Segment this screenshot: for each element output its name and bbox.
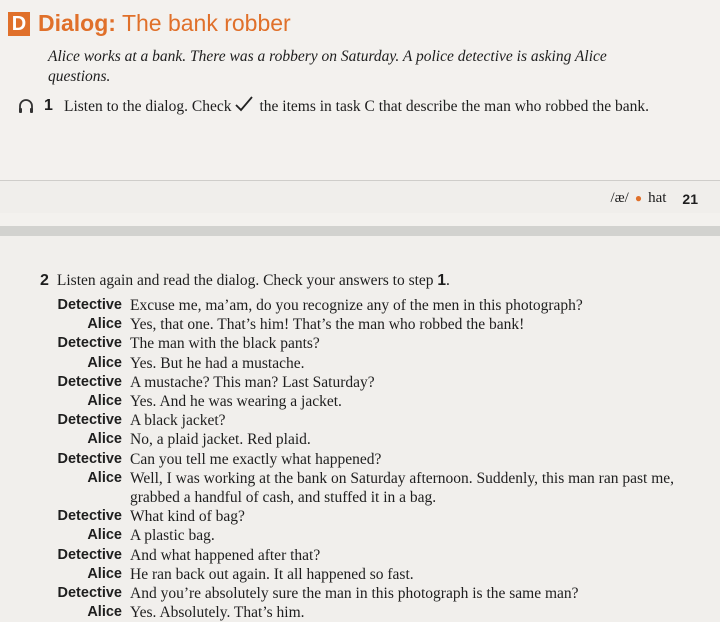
headphones-icon [18, 98, 34, 114]
speech-text: And what happened after that? [130, 546, 321, 564]
page-divider [0, 226, 720, 236]
step-2-text: Listen again and read the dialog. Check your answers to step [56, 272, 434, 289]
section-letter-badge: D [8, 12, 30, 36]
dialog-line [0, 450, 720, 469]
speaker-name: Alice [87, 431, 122, 448]
dialog-line [0, 411, 720, 430]
speech-text: Yes. And he was wearing a jacket. [130, 393, 342, 411]
speech-text: A plastic bag. [130, 527, 215, 545]
dialog-line [0, 526, 720, 545]
speaker-name: Alice [87, 565, 122, 582]
step-2 [40, 272, 450, 290]
speaker-name: Detective [57, 450, 122, 467]
speech-text: Yes, that one. That’s him! That’s the man who robbed the bank! [130, 316, 525, 334]
speaker-name: Detective [57, 412, 122, 429]
page-number: 21 [682, 190, 698, 207]
dialog-line [0, 315, 720, 334]
speech-text: Well, I was working at the bank on Saturday afternoon. Suddenly, this man ran past me, grabbed a handful of cash, and stuffed it in a bag. [130, 469, 674, 507]
phoneme-symbol: /æ/ [610, 190, 629, 206]
dialog-line [0, 584, 720, 603]
step-1-number: 1 [44, 97, 53, 114]
dialog-line [0, 296, 720, 315]
speech-text: A mustache? This man? Last Saturday? [130, 373, 375, 391]
speech-text: A black jacket? [130, 412, 226, 430]
speech-text: Yes. Absolutely. That’s him. [130, 604, 305, 622]
step-1-text-after: the items in task C that describe the man who robbed the bank. [259, 98, 650, 115]
speaker-name: Alice [87, 393, 122, 410]
speaker-name: Alice [87, 316, 122, 333]
section-title [38, 10, 291, 37]
step-2-number: 2 [40, 272, 49, 289]
speech-text: Can you tell me exactly what happened? [130, 450, 382, 468]
step-1-text-before: Listen to the dialog. Check [64, 98, 232, 115]
speech-text: Excuse me, ma’am, do you recognize any of the men in this photograph? [130, 297, 583, 314]
section-header [8, 10, 291, 37]
section-title-bold: Dialog: [38, 10, 116, 36]
speaker-name: Alice [87, 469, 122, 486]
speaker-name: Alice [87, 527, 122, 544]
step-2-end: . [446, 272, 450, 289]
dialog-line [0, 507, 720, 526]
speaker-name: Alice [87, 354, 122, 371]
dialog-line [0, 373, 720, 392]
speaker-name: Detective [57, 508, 122, 525]
step-2-ref: 1 [437, 272, 447, 289]
speaker-name: Alice [87, 604, 122, 621]
dialog-line [0, 565, 720, 584]
section-intro: Alice works at a bank. There was a robbery on Saturday. A police detective is asking Alice questions. [48, 48, 607, 85]
dialog-line [0, 546, 720, 565]
speech-text: Yes. But he had a mustache. [130, 354, 305, 372]
speaker-name: Detective [57, 585, 122, 602]
dialog-line [0, 334, 720, 353]
dialog-line [0, 430, 720, 449]
speech-text: What kind of bag? [130, 508, 245, 526]
speech-text: And you’re absolutely sure the man in this photograph is the same man? [130, 585, 579, 603]
dialog-line [0, 603, 720, 622]
section-title-rest: The bank robber [121, 10, 291, 36]
dialog [0, 296, 720, 622]
page-footer [611, 190, 699, 207]
speaker-name: Detective [57, 373, 122, 390]
check-mark-icon [235, 96, 253, 112]
speaker-name: Detective [57, 546, 122, 563]
dialog-line [0, 392, 720, 411]
dialog-line [0, 469, 720, 507]
speaker-name: Detective [57, 297, 122, 313]
speaker-name: Detective [57, 335, 122, 352]
speech-text: The man with the black pants? [130, 335, 320, 353]
bullet-dot-icon: ● [634, 191, 643, 205]
speech-text: No, a plaid jacket. Red plaid. [130, 431, 311, 449]
dialog-line [0, 354, 720, 373]
phoneme-example: hat [648, 190, 667, 206]
speech-text: He ran back out again. It all happened so fast. [130, 565, 414, 583]
